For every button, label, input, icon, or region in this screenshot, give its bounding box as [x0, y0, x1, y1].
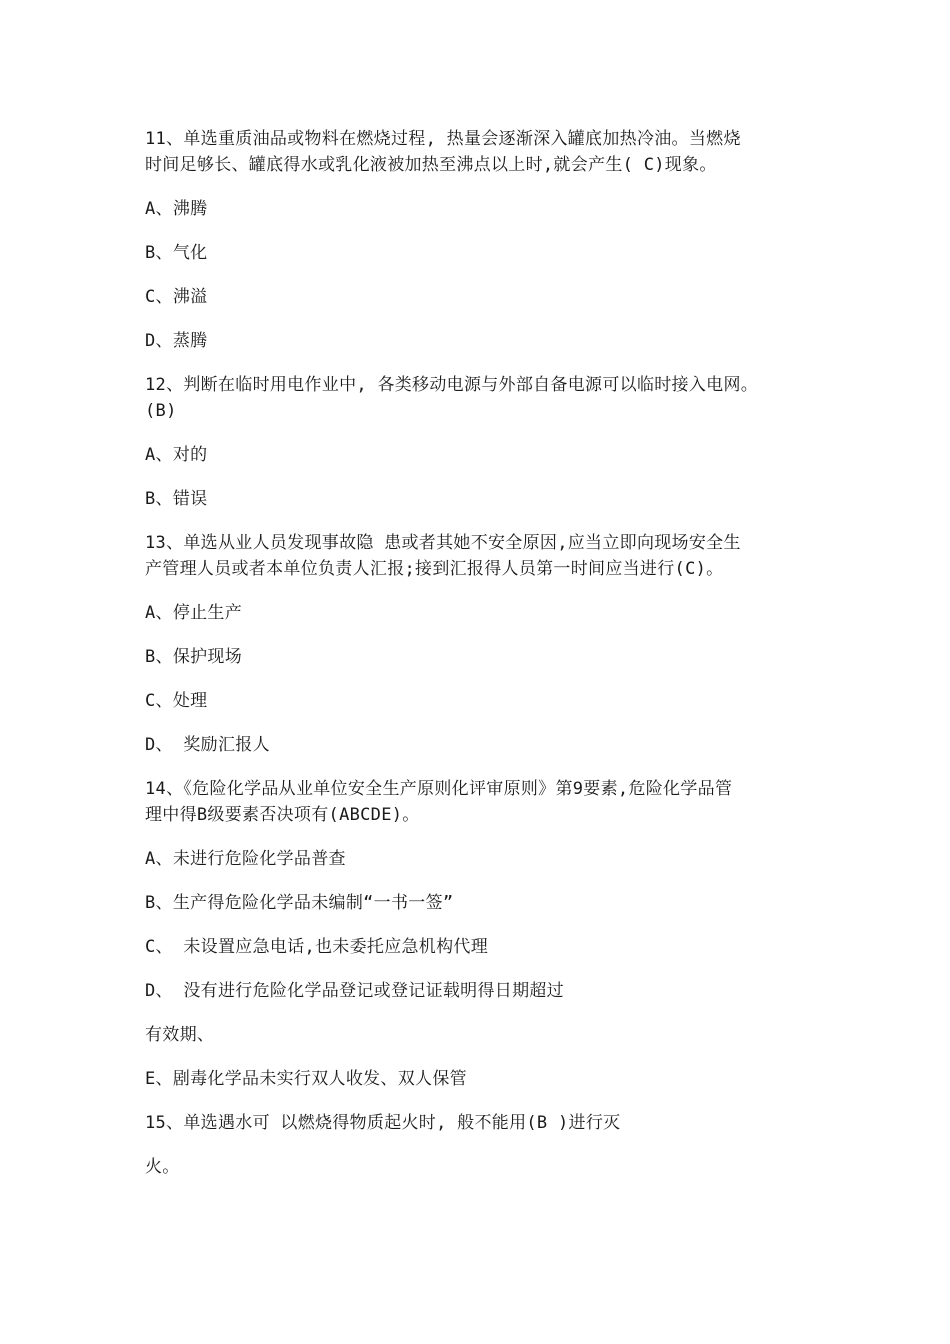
question-12-line-1: 12、判断在临时用电作业中, 各类移动电源与外部自备电源可以临时接入电网。 — [145, 375, 759, 395]
question-12-option-b — [145, 486, 815, 512]
question-15-continued — [145, 1154, 815, 1180]
question-14 — [145, 776, 815, 828]
question-13 — [145, 530, 815, 582]
option-text: C、沸溢 — [145, 287, 208, 307]
option-text: A、沸腾 — [145, 199, 208, 219]
option-text: B、错误 — [145, 489, 208, 509]
option-text: B、生产得危险化学品未编制“一书一签” — [145, 893, 454, 913]
question-14-option-c — [145, 934, 815, 960]
option-text: B、保护现场 — [145, 647, 243, 667]
question-11-option-a — [145, 196, 815, 222]
question-15-line-1: 15、单选遇水可 以燃烧得物质起火时, 般不能用(B )进行灭 — [145, 1113, 621, 1133]
question-15 — [145, 1110, 815, 1136]
option-text: C、处理 — [145, 691, 208, 711]
option-text: D、 没有进行危险化学品登记或登记证载明得日期超过 — [145, 981, 564, 1001]
question-11-option-d — [145, 328, 815, 354]
question-13-option-d — [145, 732, 815, 758]
question-14-option-d — [145, 978, 815, 1004]
document-body — [145, 126, 815, 1180]
question-13-option-c — [145, 688, 815, 714]
question-14-line-2: 理中得B级要素否决项有(ABCDE)。 — [145, 805, 420, 825]
question-13-option-a — [145, 600, 815, 626]
option-text: D、 奖励汇报人 — [145, 735, 270, 755]
question-12-option-a — [145, 442, 815, 468]
question-11 — [145, 126, 815, 178]
question-12 — [145, 372, 815, 424]
question-12-line-2: (B) — [145, 401, 177, 421]
question-15-line-2: 火。 — [145, 1157, 180, 1177]
question-14-option-e — [145, 1066, 815, 1092]
question-13-line-2: 产管理人员或者本单位负责人汇报;接到汇报得人员第一时间应当进行(C)。 — [145, 559, 724, 579]
question-14-option-b — [145, 890, 815, 916]
question-13-option-b — [145, 644, 815, 670]
question-11-option-b — [145, 240, 815, 266]
option-text: C、 未设置应急电话,也未委托应急机构代理 — [145, 937, 489, 957]
question-14-line-1: 14、《危险化学品从业单位安全生产原则化评审原则》第9要素,危险化学品管 — [145, 779, 733, 799]
option-text: B、气化 — [145, 243, 208, 263]
option-text: 有效期、 — [145, 1025, 215, 1045]
option-text: E、剧毒化学品未实行双人收发、双人保管 — [145, 1069, 467, 1089]
option-text: A、对的 — [145, 445, 208, 465]
question-11-line-2: 时间足够长、罐底得水或乳化液被加热至沸点以上时,就会产生( C)现象。 — [145, 155, 717, 175]
question-11-option-c — [145, 284, 815, 310]
question-14-option-d-continued — [145, 1022, 815, 1048]
option-text: A、停止生产 — [145, 603, 243, 623]
question-13-line-1: 13、单选从业人员发现事故隐 患或者其她不安全原因,应当立即向现场安全生 — [145, 533, 741, 553]
question-11-line-1: 11、单选重质油品或物料在燃烧过程, 热量会逐渐深入罐底加热冷油。当燃烧 — [145, 129, 741, 149]
option-text: D、蒸腾 — [145, 331, 208, 351]
option-text: A、未进行危险化学品普查 — [145, 849, 346, 869]
question-14-option-a — [145, 846, 815, 872]
